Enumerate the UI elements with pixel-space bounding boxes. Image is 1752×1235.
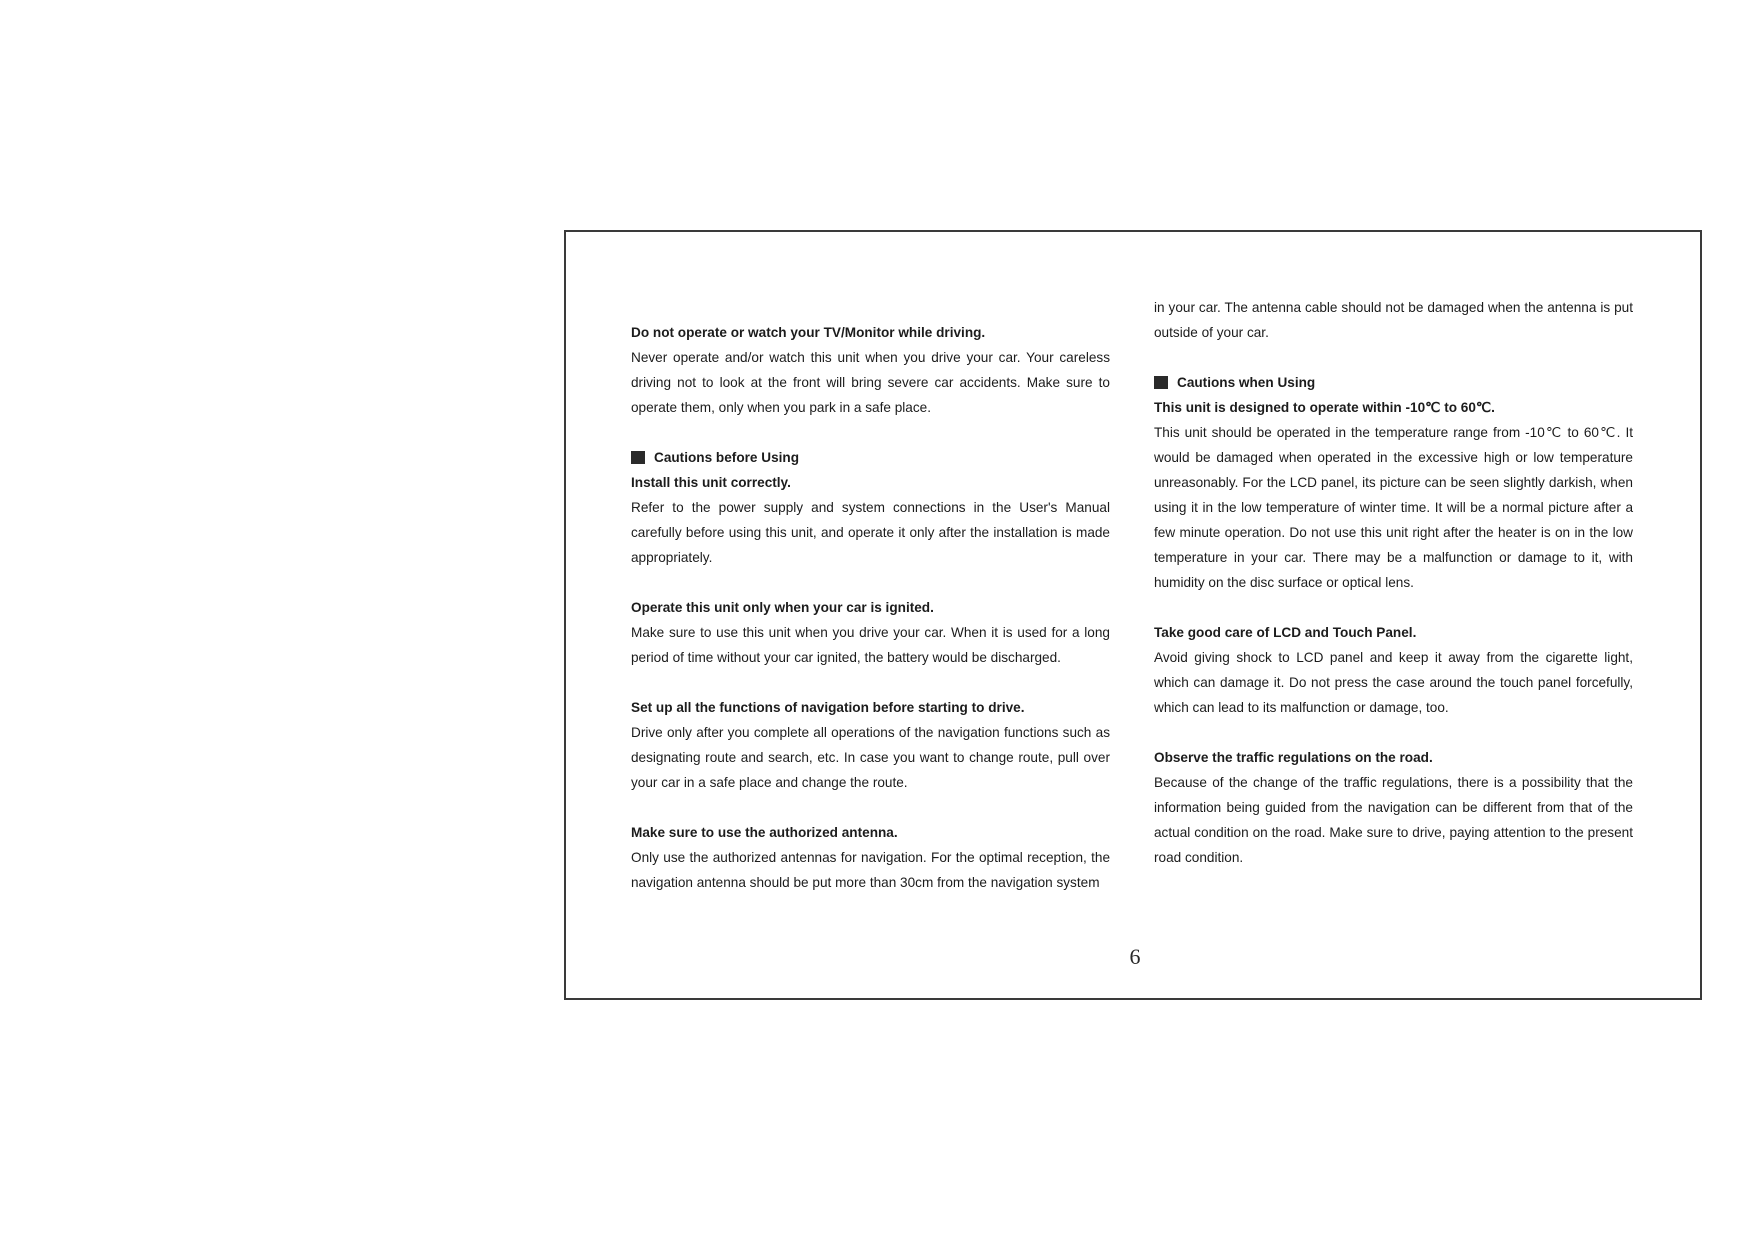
- section-title-lcd: Take good care of LCD and Touch Panel.: [1154, 625, 1417, 640]
- right-column: [1154, 295, 1633, 870]
- section-title-antenna: Make sure to use the authorized antenna.: [631, 825, 898, 840]
- section-title-temperature: This unit is designed to operate within -10℃ to 60℃.: [1154, 400, 1495, 415]
- left-column: [631, 320, 1110, 895]
- section-title-ignited: Operate this unit only when your car is ignited.: [631, 600, 934, 615]
- cautions-before-using-heading: [631, 445, 1110, 470]
- section-body-traffic: Because of the change of the traffic regulations, there is a possibility that the information being guided from the navigation can be different from that of the actual condition on the road. Make sure to drive, paying attention to the present road condition.: [1154, 775, 1633, 865]
- section-title-install: Install this unit correctly.: [631, 475, 791, 490]
- section-body-no-driving: Never operate and/or watch this unit when you drive your car. Your careless driving not to look at the front will bring severe car accidents. Make sure to operate them, only when you park in a safe place.: [631, 350, 1110, 415]
- section-body-install: Refer to the power supply and system connections in the User's Manual carefully before using this unit, and operate it only after the installation is made appropriately.: [631, 500, 1110, 565]
- cautions-when-using-label: Cautions when Using: [1177, 375, 1316, 390]
- spacer: [1154, 345, 1633, 370]
- cautions-when-using-heading: [1154, 370, 1633, 395]
- section-body-navigation-setup: Drive only after you complete all operations of the navigation functions such as designating route and search, etc. In case you want to change route, pull over your car in a safe place and change the route.: [631, 725, 1110, 790]
- section-title-no-driving: Do not operate or watch your TV/Monitor while driving.: [631, 325, 986, 340]
- section-body-lcd: Avoid giving shock to LCD panel and keep it away from the cigarette light, which can damage it. Do not press the case around the touch panel forcefully, which can lead to its malfunction or damage, too.: [1154, 650, 1633, 715]
- square-bullet-icon: [631, 451, 645, 464]
- spacer: [631, 420, 1110, 445]
- square-bullet-icon: [1154, 376, 1168, 389]
- section-body-ignited: Make sure to use this unit when you drive your car. When it is used for a long period of time without your car ignited, the battery would be discharged.: [631, 625, 1110, 665]
- cautions-before-using-label: Cautions before Using: [654, 450, 800, 465]
- spacer: [631, 570, 1110, 595]
- section-title-navigation-setup: Set up all the functions of navigation before starting to drive.: [631, 700, 1025, 715]
- spacer: [1154, 720, 1633, 745]
- antenna-continuation: in your car. The antenna cable should not be damaged when the antenna is put outside of your car.: [1154, 300, 1633, 340]
- spacer: [631, 795, 1110, 820]
- section-body-temperature: This unit should be operated in the temperature range from -10℃ to 60℃. It would be damaged when operated in the excessive high or low temperature unreasonably. For the LCD panel, its picture can be seen slightly darkish, when using it in the low temperature of winter time. It will be a normal picture after a few minute operation. Do not use this unit right after the heater is on in the low temperature in your car. There may be a malfunction or damage to it, with humidity on the disc surface or optical lens.: [1154, 425, 1633, 590]
- spacer: [1154, 595, 1633, 620]
- spacer: [631, 670, 1110, 695]
- section-body-antenna: Only use the authorized antennas for navigation. For the optimal reception, the navigation antenna should be put more than 30cm from the navigation system: [631, 850, 1110, 890]
- page-number: 6: [1129, 944, 1141, 969]
- section-title-traffic: Observe the traffic regulations on the road.: [1154, 750, 1433, 765]
